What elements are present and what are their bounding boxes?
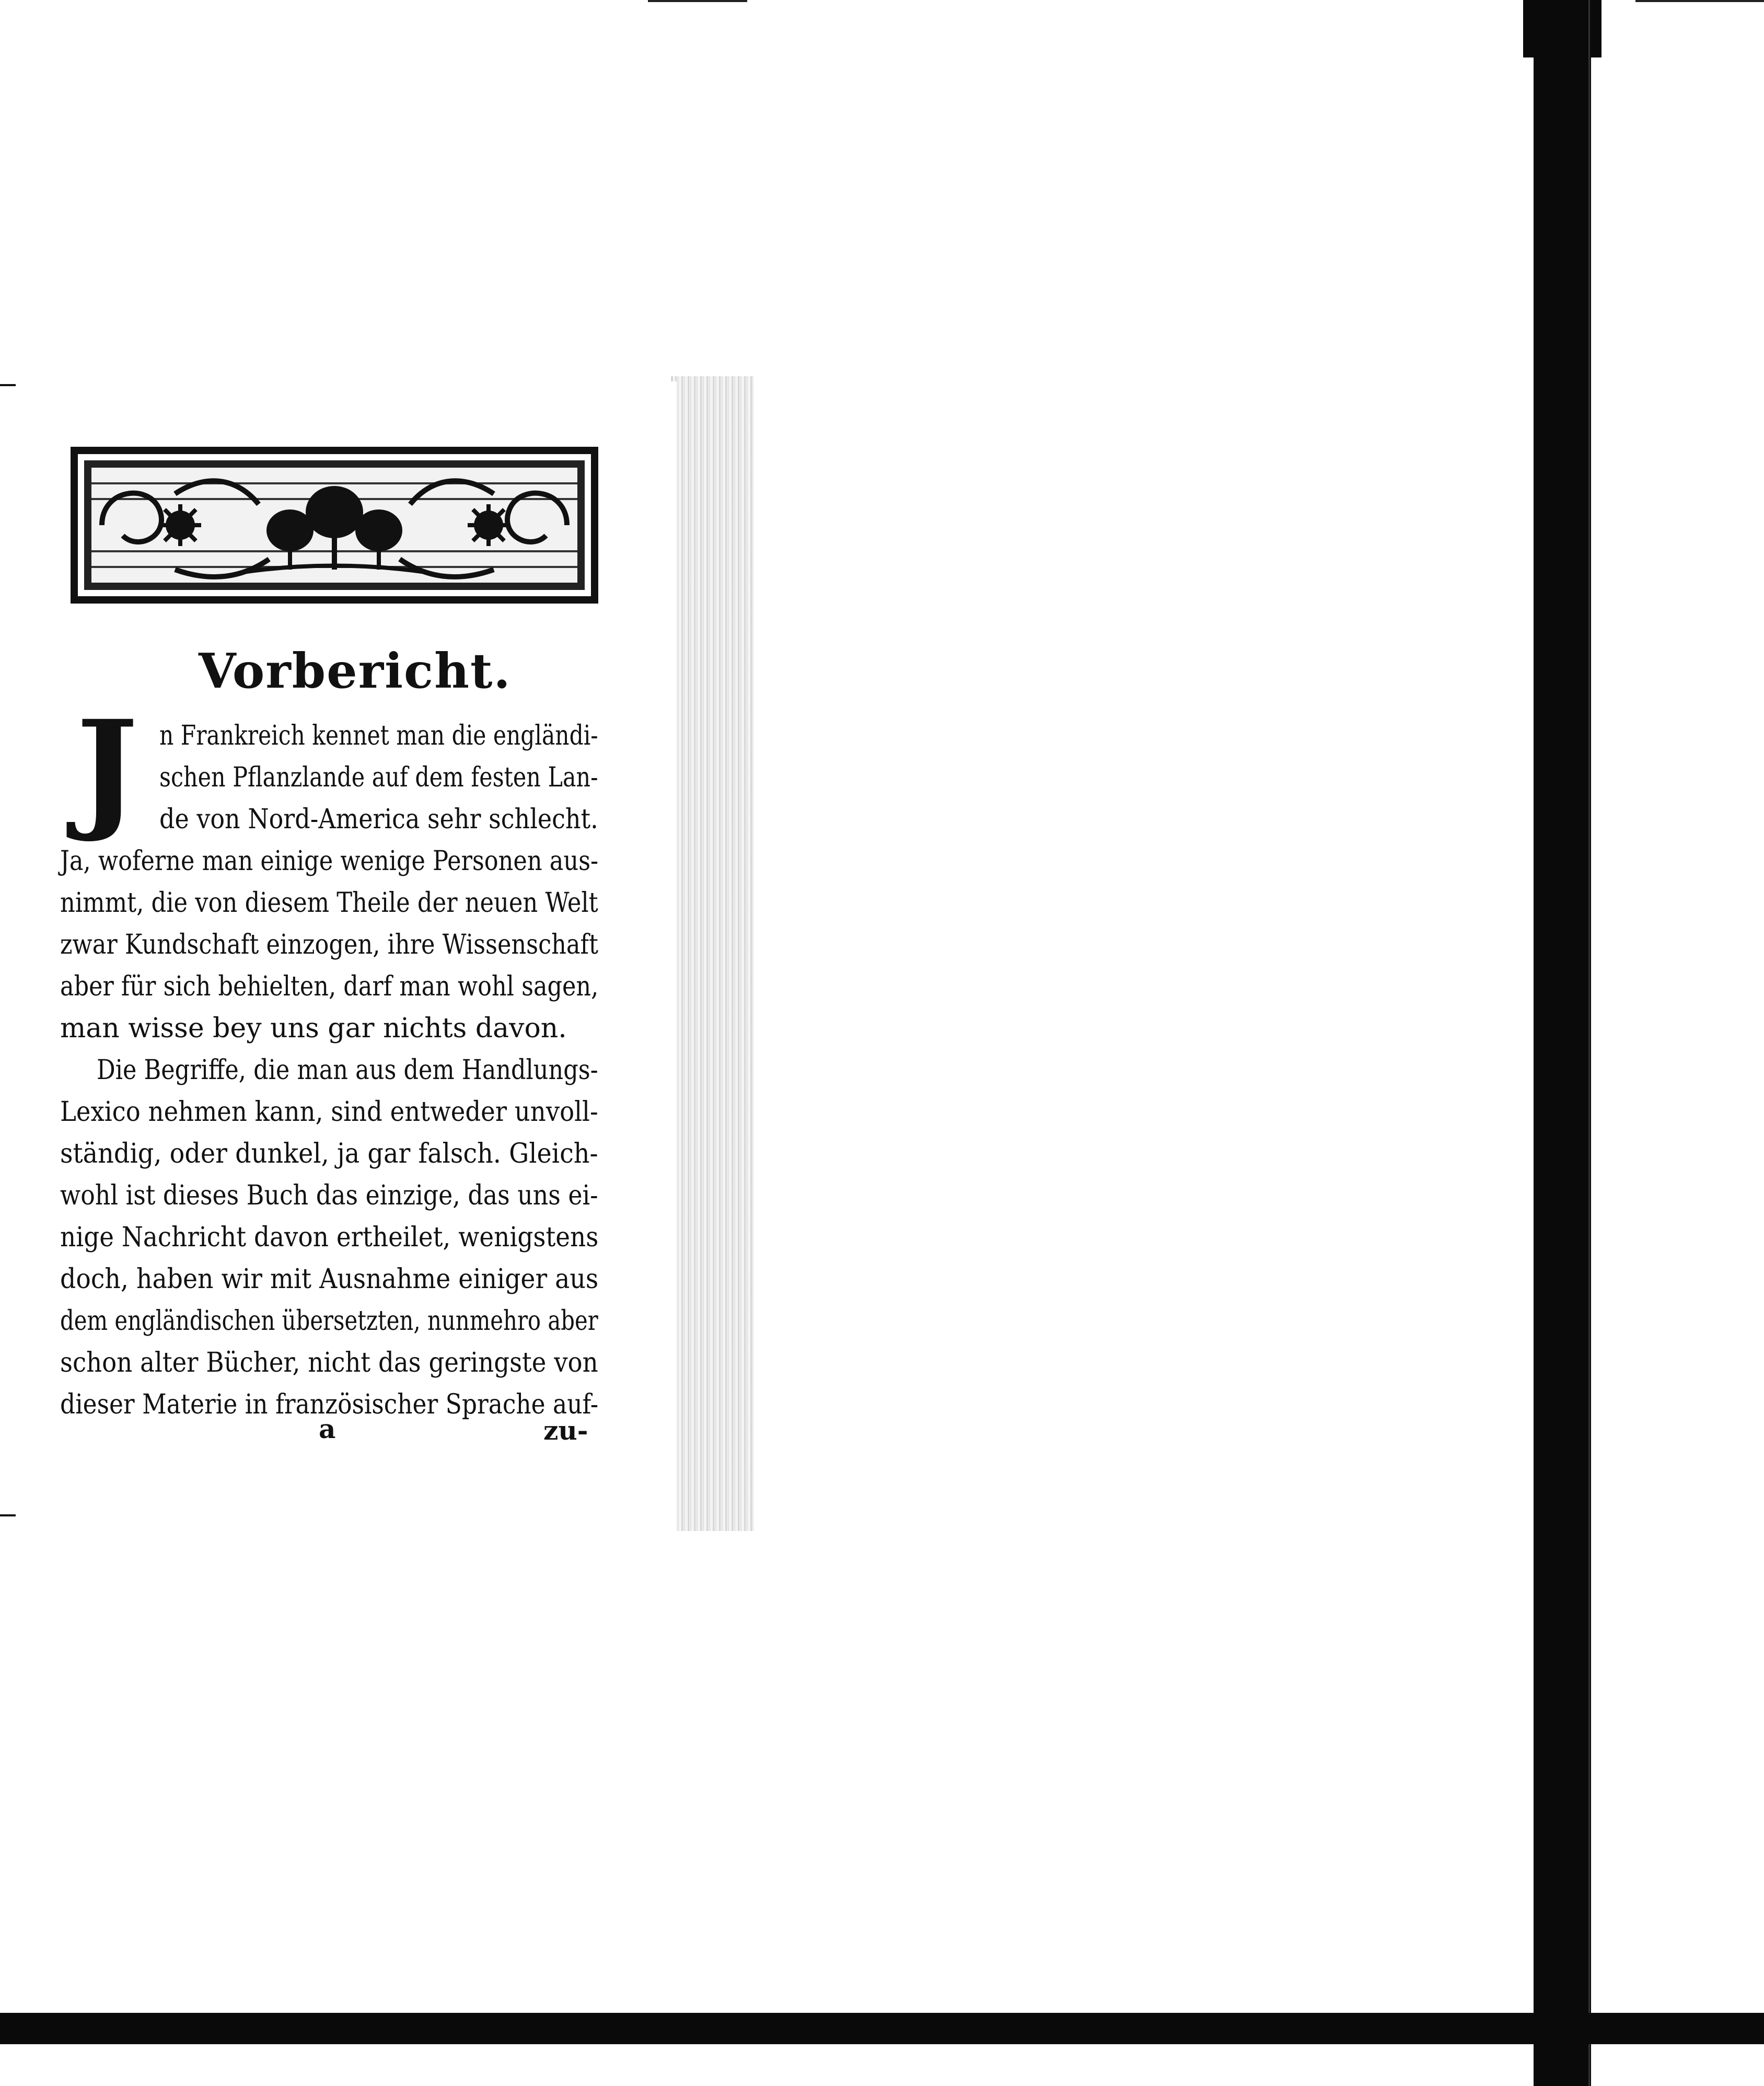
scan-border-bottom bbox=[0, 2013, 1764, 2044]
text-line: schon alter Bücher, nicht das geringste von bbox=[60, 1347, 598, 1378]
text-line: wohl ist dieses Buch das einzige, das uns ei- bbox=[60, 1180, 598, 1211]
section-heading: Vorbericht. bbox=[199, 643, 512, 699]
text-line: dem engländischen übersetzten, nunmehro aber bbox=[60, 1305, 598, 1337]
text-line: de von Nord-America sehr schlecht. bbox=[159, 804, 598, 835]
signature-mark: a bbox=[319, 1413, 336, 1444]
scan-tick-mark bbox=[0, 384, 16, 386]
text-line: nige Nachricht davon ertheilet, wenigstens bbox=[60, 1222, 599, 1253]
text-line: dieser Materie in französischer Sprache auf- bbox=[60, 1389, 599, 1420]
scan-edge-line-top bbox=[648, 0, 747, 2]
drop-cap: J bbox=[76, 691, 138, 845]
text-line: zwar Kundschaft einzogen, ihre Wissenschaft bbox=[60, 929, 598, 960]
book-page-edges bbox=[671, 376, 753, 1531]
text-line: Ja, woferne man einige wenige Personen aus- bbox=[60, 845, 599, 877]
scan-tick-mark bbox=[0, 1514, 16, 1516]
text-line: n Frankreich kennet man die engländi- bbox=[159, 720, 598, 751]
text-line: nimmt, die von diesem Theile der neuen Welt bbox=[60, 887, 598, 919]
text-line: ständig, oder dunkel, ja gar falsch. Gleich- bbox=[60, 1138, 598, 1169]
catchword: zu- bbox=[543, 1415, 588, 1446]
text-line: schen Pflanzlande auf dem festen Lan- bbox=[159, 762, 598, 793]
scan-border-right bbox=[1534, 0, 1591, 2086]
ornament-headpiece bbox=[71, 447, 598, 604]
text-line: Lexico nehmen kann, sind entweder unvoll- bbox=[60, 1096, 598, 1128]
scan-edge-line-top-right bbox=[1635, 0, 1764, 2]
text-line: aber für sich behielten, darf man wohl sagen, bbox=[60, 971, 599, 1002]
scan-edge-line bbox=[1588, 0, 1590, 2086]
text-line: doch, haben wir mit Ausnahme einiger aus bbox=[60, 1264, 599, 1295]
text-line: man wisse bey uns gar nichts davon. bbox=[60, 1013, 567, 1044]
text-line: Die Begriffe, die man aus dem Handlungs- bbox=[97, 1054, 598, 1086]
